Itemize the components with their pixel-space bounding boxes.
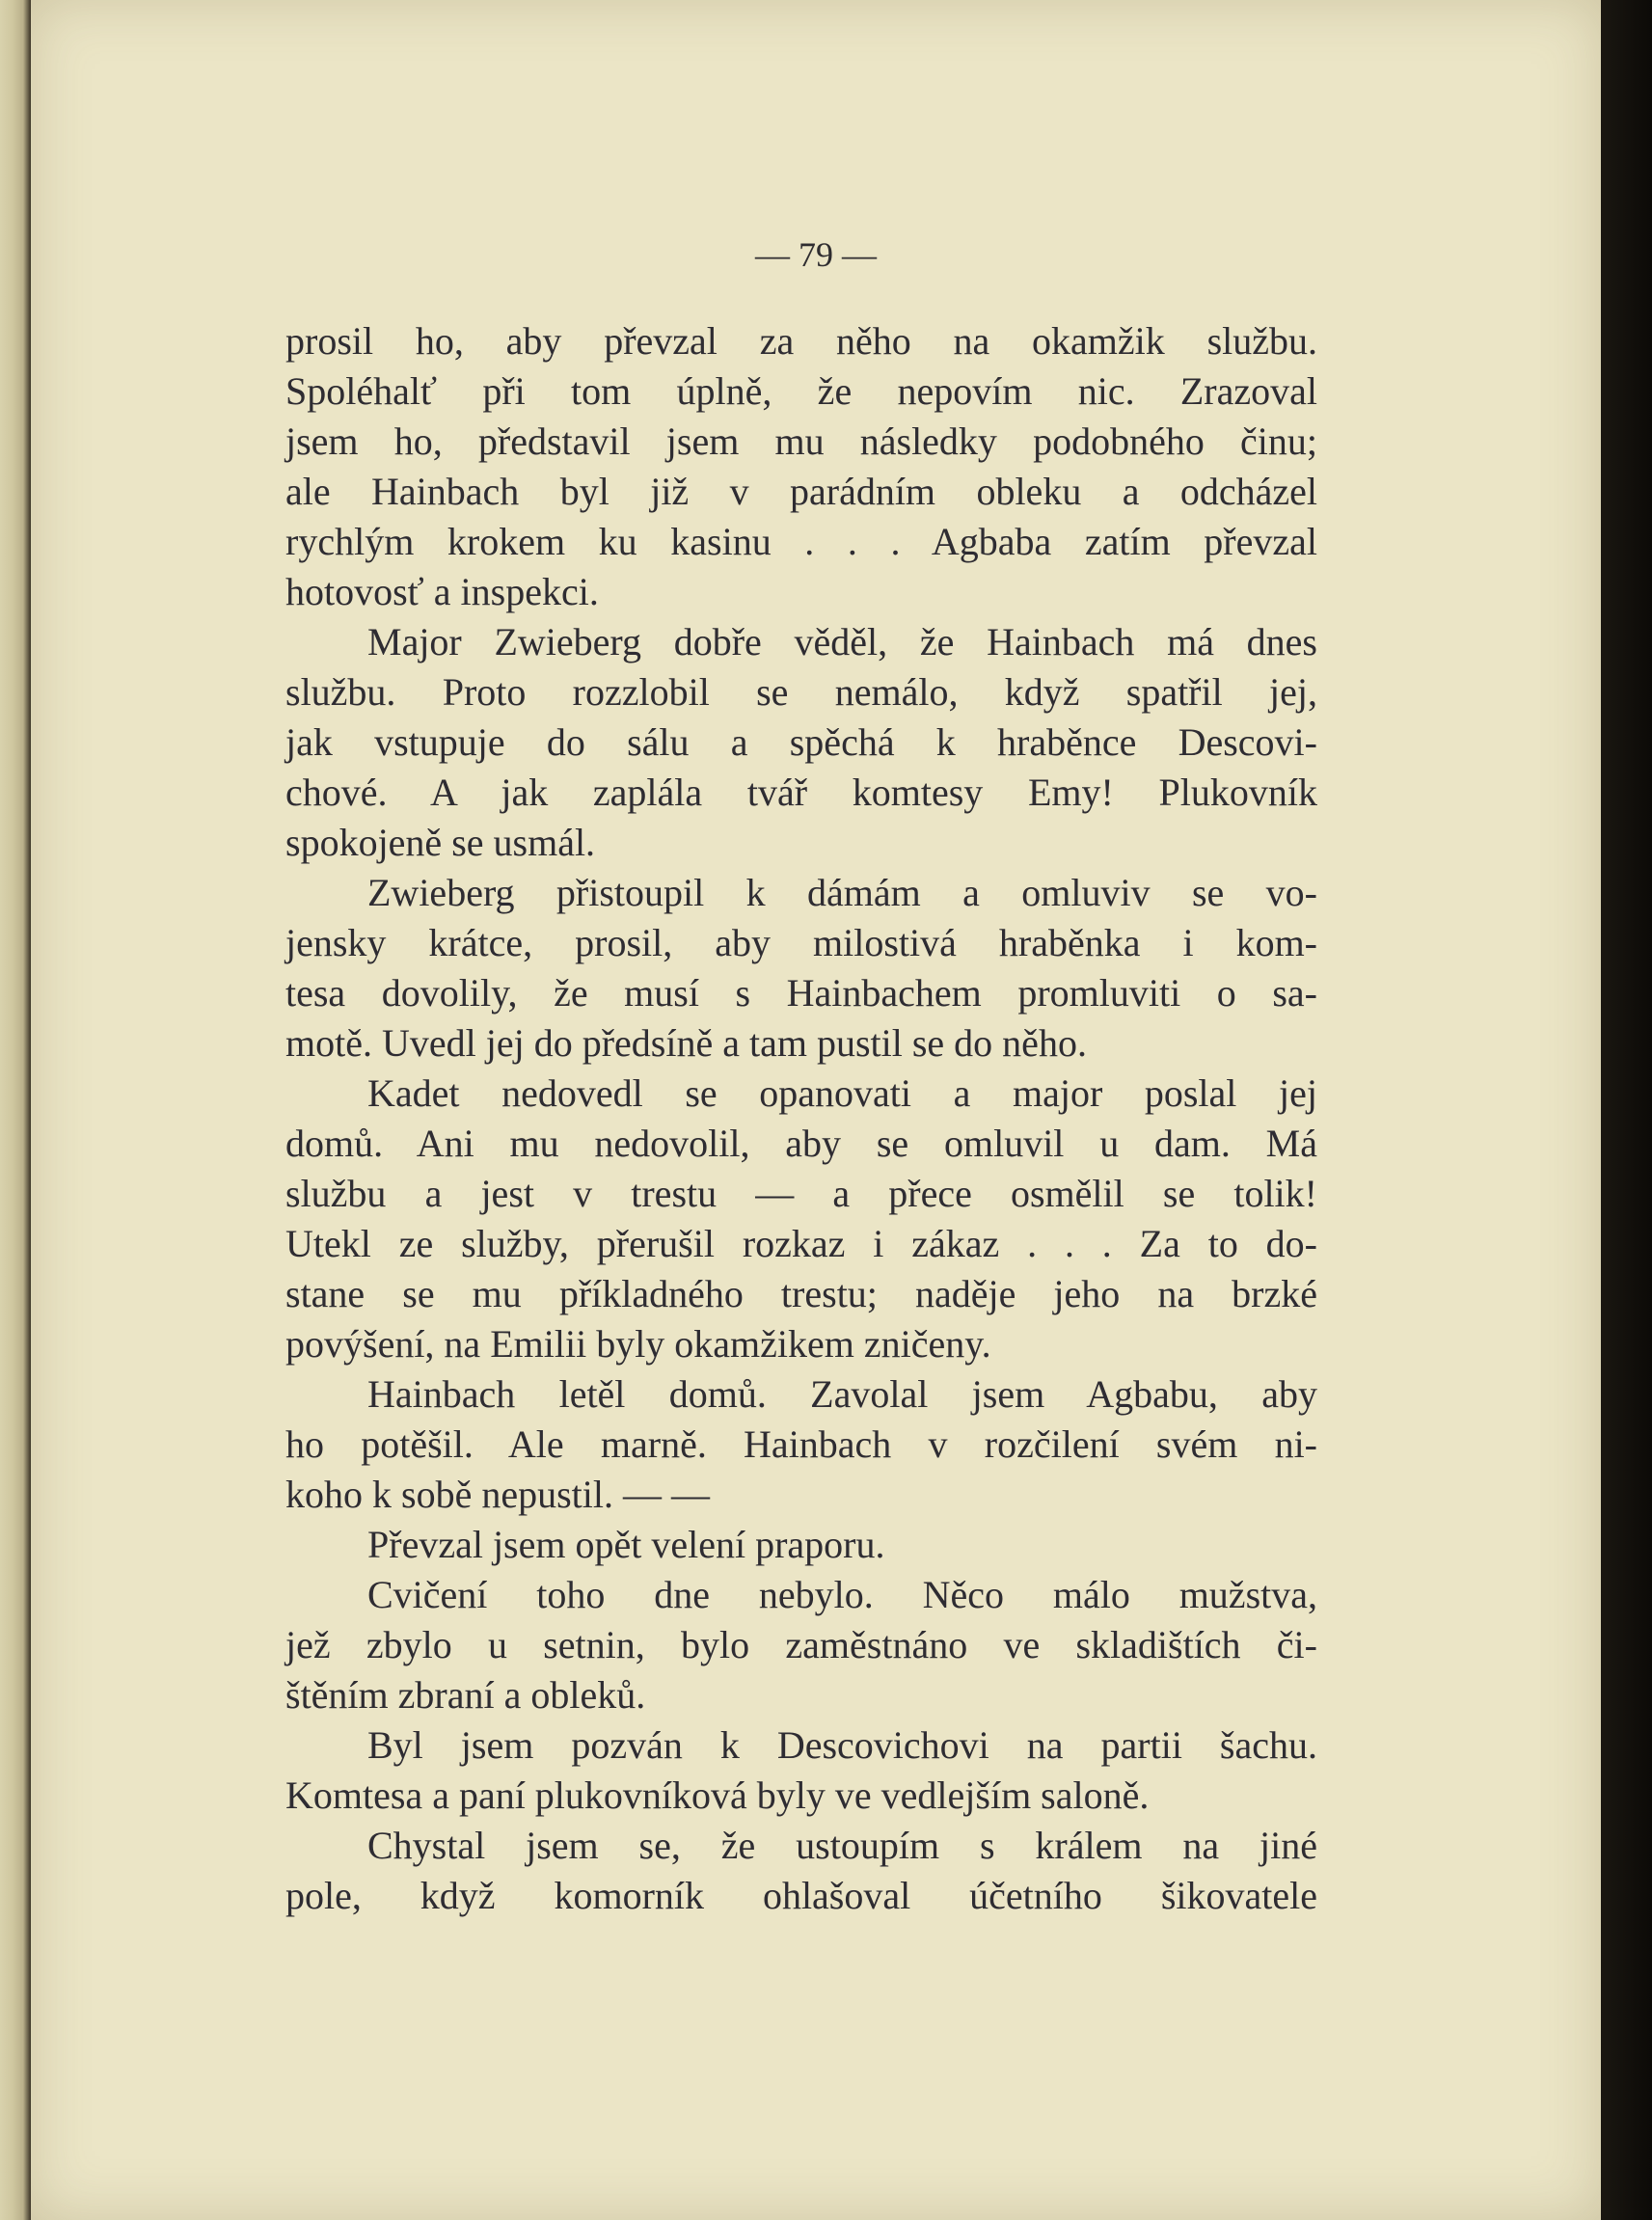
text-line: ho potěšil. Ale marně. Hainbach v rozčilení svém ni- <box>285 1422 1317 1466</box>
paragraph <box>285 316 1317 617</box>
text-line: jsem ho, představil jsem mu následky podobného činu; <box>285 420 1317 463</box>
text-line: Byl jsem pozván k Descovichovi na partii šachu. <box>367 1723 1317 1767</box>
paragraph <box>285 1520 1317 1570</box>
text-line: službu a jest v trestu — a přece osmělil se tolik! <box>285 1172 1317 1215</box>
text-line: koho k sobě nepustil. — — <box>285 1473 710 1516</box>
text-line: štěním zbraní a obleků. <box>285 1673 646 1717</box>
text-line: jež zbylo u setnin, bylo zaměstnáno ve skladištích či- <box>285 1623 1317 1666</box>
text-line: jak vstupuje do sálu a spěchá k hraběnce Descovi- <box>285 720 1317 764</box>
text-line: domů. Ani mu nedovolil, aby se omluvil u dam. Má <box>285 1122 1317 1165</box>
book-page <box>31 0 1601 2220</box>
book-spine-shadow <box>0 0 31 2220</box>
text-line: Převzal jsem opět velení praporu. <box>367 1523 885 1566</box>
text-line: Cvičení toho dne nebylo. Něco málo mužstva, <box>367 1573 1317 1616</box>
text-line: Utekl ze služby, přerušil rozkaz i zákaz . . . Za to do- <box>285 1222 1317 1265</box>
paragraph <box>285 1821 1317 1921</box>
text-line: Major Zwieberg dobře věděl, že Hainbach má dnes <box>367 620 1317 663</box>
text-line: pole, když komorník ohlašoval účetního šikovatele <box>285 1874 1317 1917</box>
page-edge-shadow <box>1601 0 1652 2220</box>
text-line: službu. Proto rozzlobil se nemálo, když spatřil jej, <box>285 670 1317 714</box>
paragraph <box>285 1720 1317 1821</box>
text-line: povýšení, na Emilii byly okamžikem zničeny. <box>285 1322 991 1366</box>
body-text <box>285 316 1317 1921</box>
paragraph <box>285 617 1317 868</box>
text-line: jensky krátce, prosil, aby milostivá hraběnka i kom- <box>285 921 1317 964</box>
text-line: Spoléhalť při tom úplně, že nepovím nic. Zrazoval <box>285 369 1317 413</box>
text-line: Chystal jsem se, že ustoupím s králem na jiné <box>367 1824 1317 1867</box>
text-line: spokojeně se usmál. <box>285 821 596 864</box>
paragraph <box>285 1069 1317 1369</box>
text-line: motě. Uvedl jej do předsíně a tam pustil se do něho. <box>285 1021 1087 1065</box>
text-line: stane se mu příkladného trestu; naděje jeho na brzké <box>285 1272 1317 1315</box>
text-line: Kadet nedovedl se opanovati a major poslal jej <box>367 1071 1317 1115</box>
paragraph <box>285 1369 1317 1520</box>
paragraph <box>285 868 1317 1069</box>
text-line: rychlým krokem ku kasinu . . . Agbaba zatím převzal <box>285 520 1317 563</box>
paragraph <box>285 1570 1317 1720</box>
text-line: chové. A jak zaplála tvář komtesy Emy! Plukovník <box>285 771 1317 814</box>
page-number: — 79 — <box>755 235 877 274</box>
text-line: tesa dovolily, že musí s Hainbachem promluviti o sa- <box>285 971 1317 1015</box>
text-line: prosil ho, aby převzal za něho na okamžik službu. <box>285 319 1317 363</box>
text-line: ale Hainbach byl již v parádním obleku a odcházel <box>285 470 1317 513</box>
text-line: Zwieberg přistoupil k dámám a omluviv se vo- <box>367 871 1317 914</box>
text-line: hotovosť a inspekci. <box>285 570 599 613</box>
text-line: Komtesa a paní plukovníková byly ve vedlejším saloně. <box>285 1773 1150 1817</box>
text-line: Hainbach letěl domů. Zavolal jsem Agbabu, aby <box>367 1372 1317 1416</box>
